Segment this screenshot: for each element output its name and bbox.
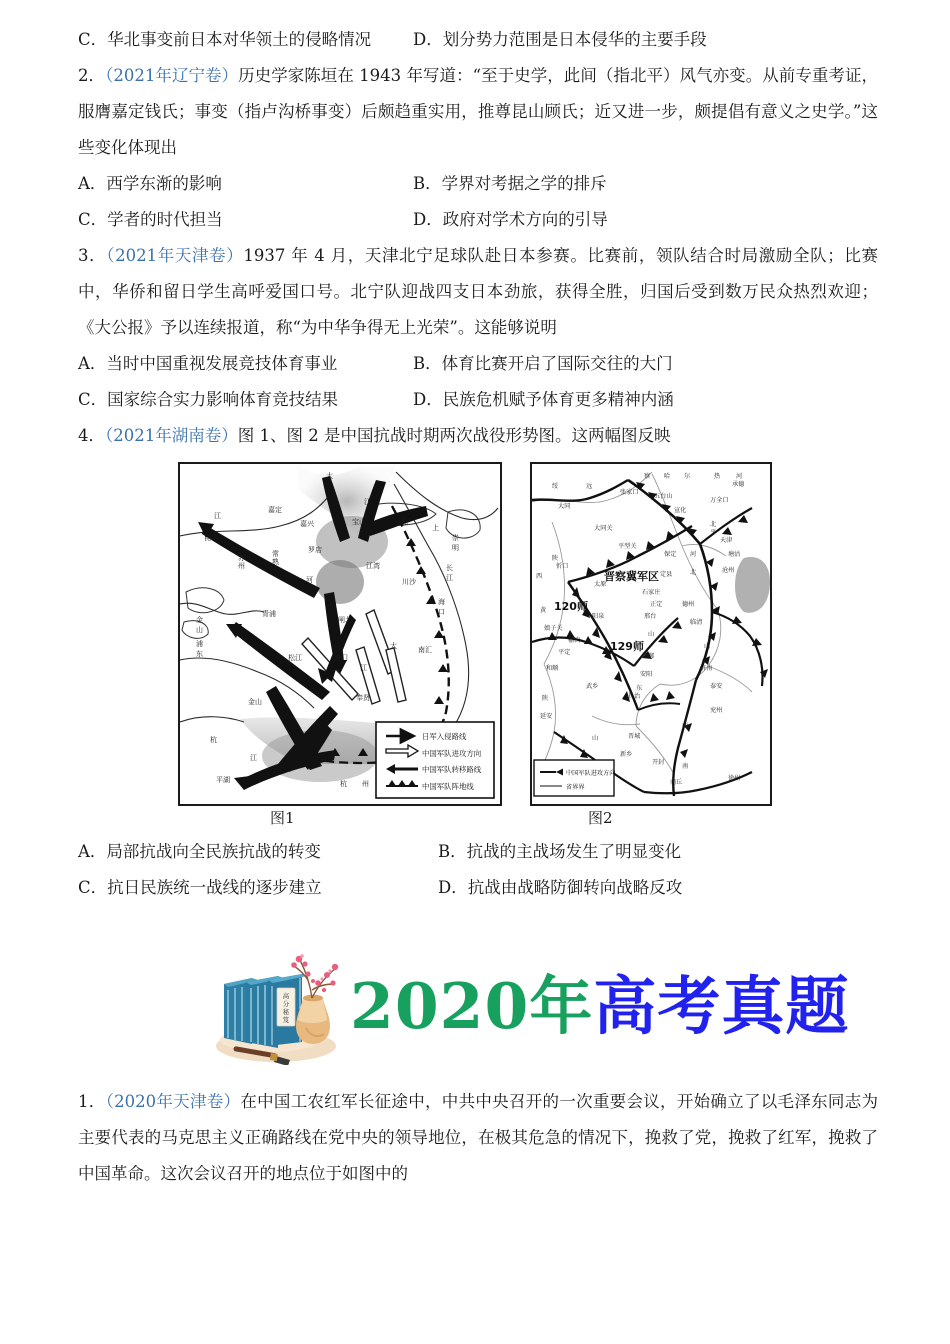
option-b[interactable]: B．抗战的主战场发生了明显变化 [438,842,682,861]
figure-2-legend [534,760,616,796]
books-vase-brush-icon [208,950,343,1065]
svg-text:泰安: 泰安 [710,683,723,690]
option-a[interactable]: A．当时中国重视发展竞技体育事业 [78,354,338,373]
svg-text:金: 金 [196,616,203,624]
svg-text:临清: 临清 [690,619,703,626]
question-4-figures [78,462,878,808]
option-c[interactable]: C．抗日民族统一战线的逐步建立 [78,878,322,897]
svg-text:常: 常 [272,550,279,558]
question-1-options-row-cd [78,22,878,58]
svg-text:分: 分 [282,1000,290,1008]
svg-text:山: 山 [704,643,711,650]
svg-text:山: 山 [196,626,203,634]
question-4-stem [78,418,878,454]
svg-text:北: 北 [690,569,697,576]
svg-text:杭: 杭 [340,780,347,788]
svg-text:济南: 济南 [700,665,713,672]
svg-text:宝山: 宝山 [352,518,366,526]
question-2-text: 历史学家陈垣在 1943 年写道：“至于史学，此间（指北平）风气亦变。从前专重考证，服膺嘉定钱氏；事变（指卢沟桥事变）后颇趋重实用，推尊昆山顾氏；近又进一步，颇提倡有意义之史学。”这些变化体现出 [78,66,878,157]
svg-text:平型关: 平型关 [618,543,637,550]
svg-text:德州: 德州 [682,601,695,608]
question-4-options-row-cd [78,870,878,906]
svg-text:东: 东 [196,650,203,658]
svg-text:邯郸: 邯郸 [642,653,655,660]
svg-text:松江: 松江 [288,654,302,662]
option-a[interactable]: A．局部抗战向全民族抗战的转变 [78,842,321,861]
svg-text:江: 江 [364,498,371,506]
svg-text:东: 东 [636,685,643,692]
question-4-text: 图 1、图 2 是中国抗战时期两次战役形势图。这两幅图反映 [237,426,671,445]
svg-text:商丘: 商丘 [670,779,683,786]
figure-captions [78,808,878,834]
question-2020-1-text: 在中国工农红军长征途中，中共中央召开的一次重要会议，开始确立了以毛泽东同志为主要代表的马克思主义正确路线在党中央的领导地位，在极其危急的情况下，挽救了党，挽救了红军，挽救了中国革命。这次会议召开的地点位于如图中的 [78,1092,879,1183]
svg-text:海: 海 [438,598,445,606]
svg-text:天津: 天津 [720,537,733,544]
option-b[interactable]: B．体育比赛开启了国际交往的大门 [413,354,673,373]
question-2-options-row-ab [78,166,878,202]
svg-text:罗店: 罗店 [308,546,322,554]
svg-text:吴淞: 吴淞 [394,518,408,526]
svg-text:江: 江 [360,664,367,672]
question-2-number: 2． [78,66,106,85]
svg-text:州: 州 [238,562,245,570]
svg-text:秘: 秘 [282,1008,290,1016]
svg-text:北: 北 [710,521,717,528]
question-4-options-row-ab [78,834,878,870]
area-label-129th: 129师 [610,640,644,653]
svg-text:口: 口 [438,608,445,616]
svg-text:江: 江 [214,512,221,520]
svg-text:安阳: 安阳 [640,671,653,678]
page-content [78,0,878,1192]
legend-item-label: 中国军队进攻方向 [566,770,616,777]
svg-text:开封: 开封 [652,759,665,766]
svg-text:长治: 长治 [628,693,641,700]
svg-text:昆山: 昆山 [204,534,218,542]
svg-text:忻口: 忻口 [556,563,569,570]
figure-1-svg [180,464,500,804]
svg-text:太原: 太原 [594,581,607,588]
question-3-number: 3． [78,246,107,265]
svg-text:高: 高 [282,992,290,1000]
svg-text:晋城: 晋城 [628,733,641,740]
figure-2-caption: 图2 [588,809,613,827]
svg-text:江: 江 [250,754,257,762]
legend-item-label: 日军入侵路线 [422,732,467,741]
svg-text:河: 河 [736,473,743,480]
svg-text:州: 州 [362,780,369,788]
svg-text:塘沽: 塘沽 [728,551,741,558]
svg-text:奉贤: 奉贤 [356,694,370,702]
option-c[interactable]: C．学者的时代担当 [78,210,223,229]
question-3-options-row-ab [78,346,878,382]
svg-text:陕: 陕 [552,555,559,562]
question-2-source: （2021年辽宁卷） [105,66,239,85]
svg-text:阳泉: 阳泉 [592,613,605,620]
legend-item-label: 中国军队阵地线 [422,782,474,791]
svg-text:金山: 金山 [248,698,262,706]
option-d[interactable]: D．民族危机赋予体育更多精神内涵 [413,390,674,409]
svg-text:川沙: 川沙 [402,578,416,586]
svg-text:绥: 绥 [552,483,559,490]
svg-text:察: 察 [644,473,651,480]
svg-text:和顺: 和顺 [546,665,559,672]
svg-text:正定: 正定 [650,601,663,608]
svg-text:江湾: 江湾 [366,562,380,570]
svg-text:嘉兴: 嘉兴 [300,520,314,528]
svg-text:青浦: 青浦 [262,610,276,618]
question-2020-1-stem [78,1084,878,1192]
svg-text:新乡: 新乡 [620,751,633,758]
question-4-number: 4． [78,426,105,445]
svg-text:兖州: 兖州 [710,707,723,714]
svg-text:宣化: 宣化 [674,507,687,514]
svg-text:热: 热 [714,473,721,480]
question-4-source: （2021年湖南卷） [105,426,238,445]
legend-item-label: 中国军队转移路线 [422,765,482,774]
svg-text:浦门: 浦门 [334,654,348,662]
legend-item-label: 中国军队进攻方向 [422,749,482,758]
svg-text:杭: 杭 [210,736,217,744]
option-a[interactable]: A．西学东渐的影响 [78,174,222,193]
svg-text:保定: 保定 [664,551,677,558]
svg-text:武乡: 武乡 [586,683,599,690]
svg-text:张家口: 张家口 [620,489,639,496]
svg-text:上: 上 [432,524,439,532]
svg-text:河: 河 [690,551,697,558]
section-banner-2020 [78,950,878,1070]
svg-text:延安: 延安 [540,713,553,720]
svg-text:平湖: 平湖 [216,776,230,784]
area-label-jinchaji: 晋察冀军区 [604,570,659,583]
question-3-text: 1937 年 4 月，天津北宁足球队赴日本参赛。比赛前，领队结合时局激励全队；比赛中，华侨和留日学生高呼爱国口号。北宁队迎战四支日本劲旅，获得全胜，归国后受到数万民众热烈欢迎；《大公报》予以连续报道，称“为中华争得无上光荣”。这能够说明 [78,246,878,337]
svg-text:平: 平 [710,529,717,536]
option-b[interactable]: B．学界对考据之学的排斥 [413,174,607,193]
svg-text:承德: 承德 [732,481,745,488]
svg-text:沧州: 沧州 [722,567,735,574]
svg-text:邢台: 邢台 [644,613,657,620]
question-2020-1-source: （2020年天津卷） [105,1092,241,1111]
question-3-options-row-cd [78,382,878,418]
svg-text:大同关: 大同关 [594,525,613,532]
svg-text:大同: 大同 [558,503,571,510]
svg-text:嘉定: 嘉定 [268,506,282,514]
svg-text:陕: 陕 [542,695,549,702]
option-c[interactable]: C．华北事变前日本对华领土的侵略情况 [78,30,372,49]
svg-text:哈: 哈 [664,473,671,480]
svg-text:苏: 苏 [238,554,245,562]
svg-text:定县: 定县 [660,571,673,578]
svg-text:闸北: 闸北 [338,616,352,624]
figure-1-caption: 图1 [270,809,295,827]
question-2-options-row-cd [78,202,878,238]
figure-1-legend [376,722,494,798]
svg-text:石家庄: 石家庄 [642,589,661,596]
svg-text:榆次: 榆次 [568,637,581,644]
svg-text:河: 河 [306,576,313,584]
banner-title [350,956,849,1056]
svg-text:徐州: 徐州 [728,775,741,782]
option-d[interactable]: D．抗战由战略防御转向战略反攻 [438,878,683,897]
svg-text:黄: 黄 [540,607,547,614]
svg-text:平定: 平定 [558,649,571,656]
svg-text:太: 太 [326,472,333,480]
banner-title-year: 2020年 [350,969,594,1043]
option-d[interactable]: D．政府对学术方向的引导 [413,210,608,229]
area-label-120th: 120师 [554,600,588,613]
svg-text:五台山: 五台山 [654,493,673,500]
svg-text:明: 明 [452,544,459,552]
question-3-stem [78,238,878,346]
legend-item-label: 省界界 [566,784,585,791]
svg-text:远: 远 [586,483,593,490]
svg-text:南: 南 [682,763,689,770]
option-d[interactable]: D．划分势力范围是日本侵华的主要手段 [413,30,707,49]
figure-2-svg [532,464,770,804]
svg-text:长: 长 [446,564,453,572]
svg-text:熟: 熟 [272,558,279,566]
svg-text:西: 西 [536,573,543,580]
banner-title-rest: 高考真题 [593,969,850,1043]
question-2020-1-number: 1． [78,1092,106,1111]
option-c[interactable]: C．国家综合实力影响体育竞技结果 [78,390,339,409]
question-2-stem [78,58,878,166]
figure-2-map-hundred-regiments [530,462,772,806]
svg-text:尔: 尔 [684,473,691,480]
svg-text:笈: 笈 [282,1016,290,1024]
svg-text:山: 山 [592,735,599,742]
question-3-source: （2021年天津卷） [106,246,244,265]
svg-text:万全口: 万全口 [710,497,729,504]
svg-text:西: 西 [682,723,689,730]
svg-text:山: 山 [648,631,655,638]
svg-text:崇: 崇 [452,534,459,542]
svg-text:娘子关: 娘子关 [544,625,563,632]
svg-text:浦: 浦 [196,640,203,648]
svg-text:南汇: 南汇 [418,646,432,654]
figure-1-map-shanghai-campaign [178,462,502,806]
svg-text:太: 太 [390,642,397,650]
svg-text:江: 江 [446,574,453,582]
